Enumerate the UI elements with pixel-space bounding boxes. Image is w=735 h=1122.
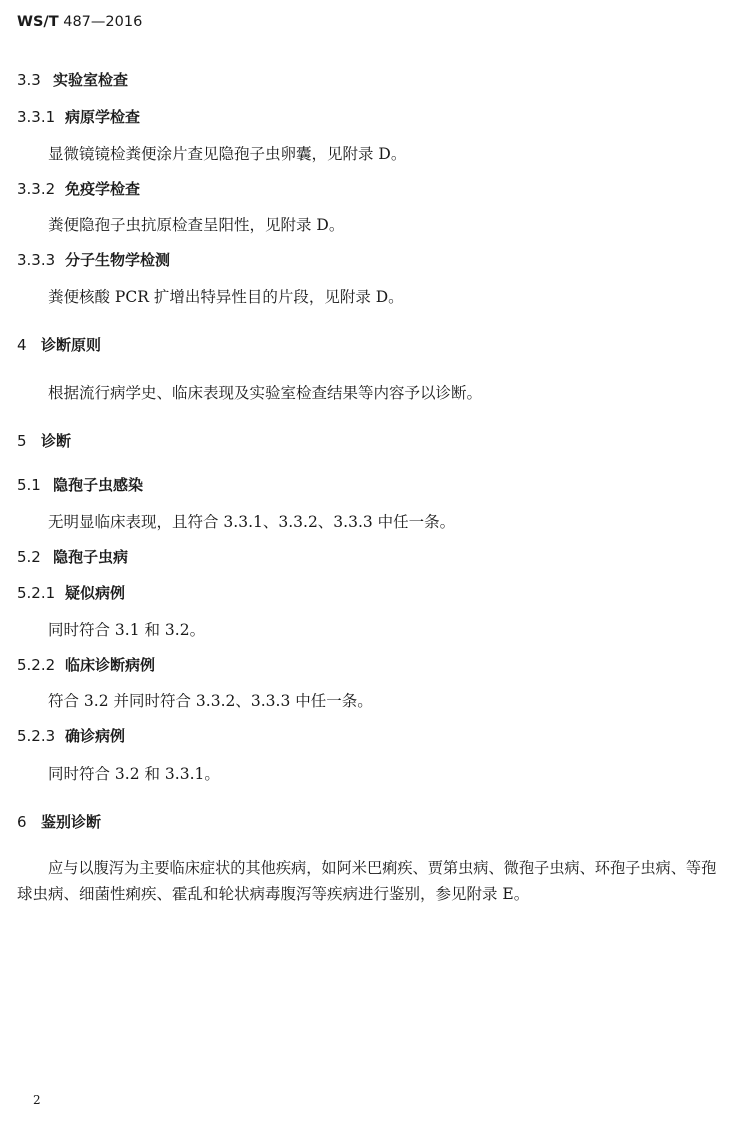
document-code-header <box>17 14 142 30</box>
section-text-6-line-2: 球虫病、细菌性痢疾、霍乱和轮状病毒腹泻等疾病进行鉴别，参见附录 E。 <box>17 885 530 903</box>
section-heading-5-1 <box>17 474 143 495</box>
section-title: 病原学检查 <box>65 108 141 126</box>
section-number: 5.1 <box>17 476 41 494</box>
section-text-3-3-1: 显微镜镜检粪便涂片查见隐孢子虫卵囊，见附录 D。 <box>48 145 407 163</box>
section-text-5-2-1: 同时符合 3.1 和 3.2。 <box>48 621 206 639</box>
document-code-number: 487—2016 <box>58 14 143 30</box>
section-title: 隐孢子虫病 <box>53 548 129 566</box>
section-heading-3-3-1 <box>17 106 140 127</box>
section-title: 诊断原则 <box>41 336 102 354</box>
section-title: 免疫学检查 <box>65 180 141 198</box>
section-heading-5 <box>17 430 71 451</box>
section-title: 鉴别诊断 <box>41 813 102 831</box>
page-number: 2 <box>33 1093 41 1107</box>
section-heading-5-2-2 <box>17 654 155 675</box>
section-number: 3.3 <box>17 71 41 89</box>
section-title: 确诊病例 <box>65 727 126 745</box>
section-heading-6 <box>17 811 101 832</box>
section-number: 5.2.2 <box>17 656 56 674</box>
section-number: 5.2.1 <box>17 584 56 602</box>
section-text-6-line-1: 应与以腹泻为主要临床症状的其他疾病，如阿米巴痢疾、贾第虫病、微孢子虫病、环孢子虫病、等孢 <box>48 859 717 877</box>
section-text-3-3-3: 粪便核酸 PCR 扩增出特异性目的片段，见附录 D。 <box>48 288 404 306</box>
section-number: 3.3.2 <box>17 180 56 198</box>
section-heading-3-3-3 <box>17 249 170 270</box>
section-number: 4 <box>17 336 27 354</box>
section-text-5-1: 无明显临床表现，且符合 3.3.1、3.3.2、3.3.3 中任一条。 <box>48 513 456 531</box>
section-text-3-3-2: 粪便隐孢子虫抗原检查呈阳性，见附录 D。 <box>48 216 345 234</box>
section-heading-4 <box>17 334 101 355</box>
section-number: 6 <box>17 813 27 831</box>
section-heading-3-3-2 <box>17 178 140 199</box>
section-heading-5-2 <box>17 546 128 567</box>
section-heading-3-3 <box>17 69 128 90</box>
section-number: 5.2.3 <box>17 727 56 745</box>
section-number: 5.2 <box>17 548 41 566</box>
section-text-4: 根据流行病学史、临床表现及实验室检查结果等内容予以诊断。 <box>48 384 483 402</box>
section-text-5-2-3: 同时符合 3.2 和 3.3.1。 <box>48 765 220 783</box>
section-title: 临床诊断病例 <box>65 656 156 674</box>
section-title: 疑似病例 <box>65 584 126 602</box>
section-title: 实验室检查 <box>53 71 129 89</box>
section-number: 3.3.3 <box>17 251 56 269</box>
section-heading-5-2-1 <box>17 582 125 603</box>
document-code-prefix: WS/T <box>17 14 59 30</box>
section-number: 3.3.1 <box>17 108 56 126</box>
section-heading-5-2-3 <box>17 725 125 746</box>
section-number: 5 <box>17 432 27 450</box>
section-text-5-2-2: 符合 3.2 并同时符合 3.3.2、3.3.3 中任一条。 <box>48 692 373 710</box>
section-title: 隐孢子虫感染 <box>53 476 144 494</box>
section-title: 分子生物学检测 <box>65 251 171 269</box>
section-title: 诊断 <box>41 432 72 450</box>
